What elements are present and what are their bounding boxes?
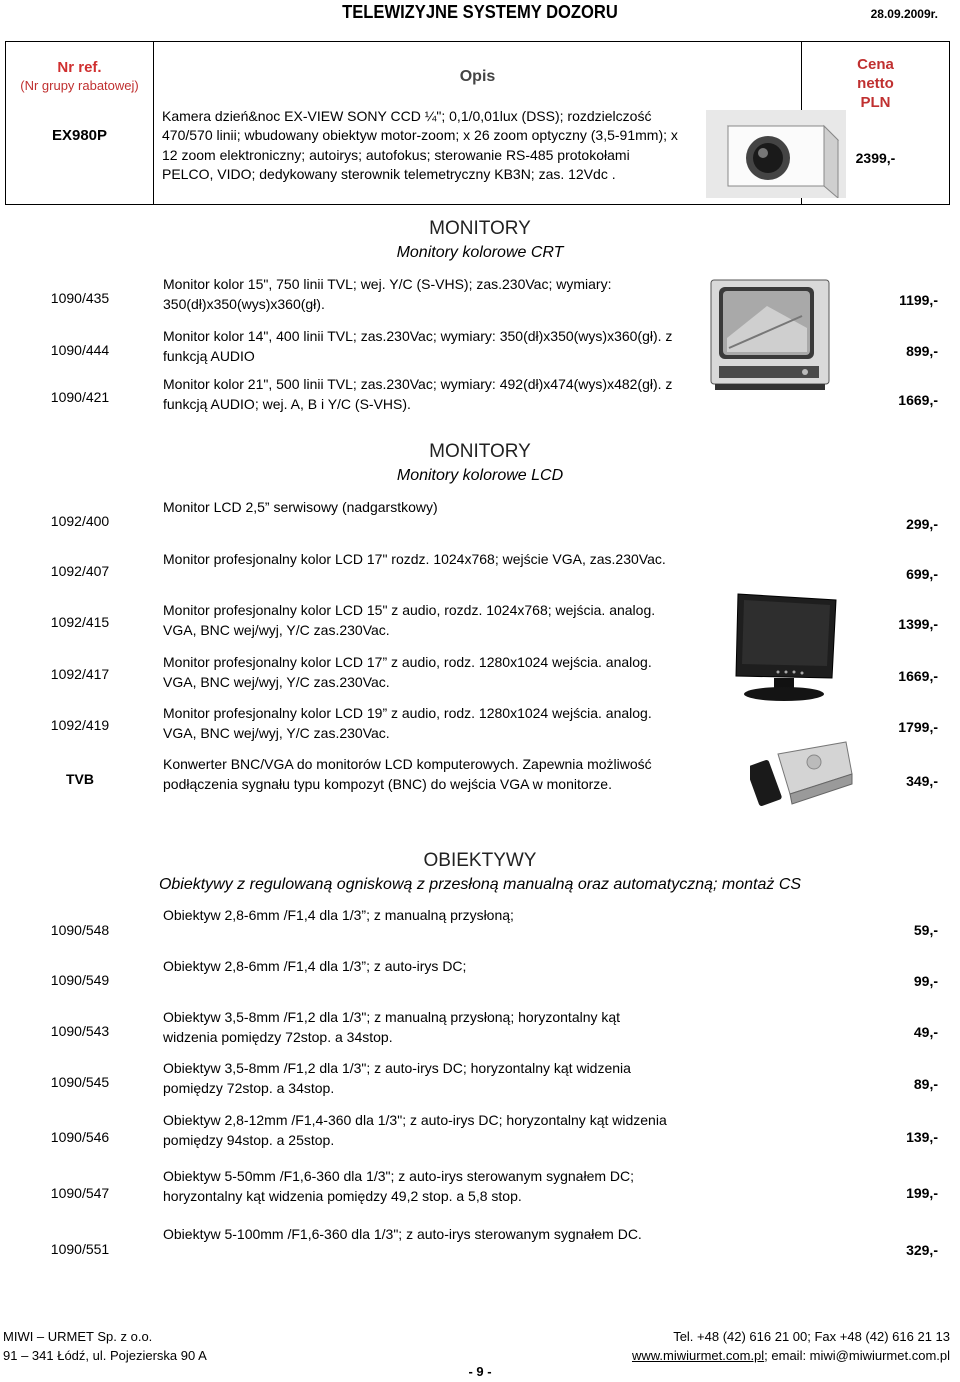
lcd-ref-1: 1092/400: [50, 513, 110, 529]
lcd-price-4: 1669,-: [898, 668, 938, 684]
lens-ref-3: 1090/543: [50, 1023, 110, 1039]
lens-section-heading: [0, 850, 960, 894]
lcd-ref-3: 1092/415: [50, 614, 110, 630]
ref-subheader: (Nr grupy rabatowej): [20, 78, 139, 93]
lcd-desc-5: Monitor profesjonalny kolor LCD 19” z audio, rodz. 1280x1024 wejścia. analog. VGA, BNC wej/wyj, Y/C zas.230Vac.: [163, 705, 652, 741]
lens-ref-1: 1090/548: [50, 922, 110, 938]
lcd-price-1: 299,-: [906, 516, 938, 532]
crt-price-2: 899,-: [906, 343, 938, 359]
lens-title: OBIEKTYWY: [423, 850, 537, 871]
lens-desc-7: Obiektyw 5-100mm /F1,6-360 dla 1/3"; z auto-irys sterowanym sygnałem DC.: [163, 1226, 642, 1242]
lcd-monitor-image: [728, 592, 848, 704]
lcd-desc-2: Monitor profesjonalny kolor LCD 17" rozdz. 1024x768; wejście VGA, zas.230Vac.: [163, 551, 666, 567]
price-header-2: netto: [857, 75, 894, 92]
lens-ref-6: 1090/547: [50, 1185, 110, 1201]
footer-contact: [632, 1348, 950, 1363]
lens-price-3: 49,-: [913, 1024, 938, 1040]
lcd-price-6: 349,-: [906, 773, 938, 789]
lcd-desc-6: Konwerter BNC/VGA do monitorów LCD komputerowych. Zapewnia możliwość podłączenia sygnału typu kompozyt (BNC) do wejścia VGA w monitorze.: [163, 756, 652, 792]
lens-subtitle: Obiektywy z regulowaną ogniskową z przesłoną manualną oraz automatyczną; montaż CS: [158, 876, 802, 893]
price-header-3: PLN: [860, 94, 891, 111]
lcd-ref-2: 1092/407: [50, 563, 110, 579]
page-title: TELEWIZYJNE SYSTEMY DOZORU: [342, 2, 618, 22]
lcd-section-heading: [0, 441, 960, 485]
crt-ref-3: 1090/421: [50, 389, 110, 405]
lcd-price-5: 1799,-: [898, 719, 938, 735]
lens-price-2: 99,-: [913, 973, 938, 989]
crt-section-heading: [0, 218, 960, 262]
page-number: - 9 -: [468, 1364, 492, 1379]
lens-ref-4: 1090/545: [50, 1074, 110, 1090]
crt-desc-3: Monitor kolor 21", 500 linii TVL; zas.230Vac; wymiary: 492(dł)x474(wys)x482(gł). z funkcją AUDIO; wej. A, B i Y/C (S-VHS).: [163, 376, 673, 412]
description-header: Opis: [459, 68, 496, 85]
lcd-subtitle: Monitory kolorowe LCD: [396, 467, 564, 484]
crt-title: MONITORY: [429, 218, 531, 239]
crt-subtitle: Monitory kolorowe CRT: [396, 244, 564, 261]
lens-ref-5: 1090/546: [50, 1129, 110, 1145]
footer-email: ; email: miwi@miwiurmet.com.pl: [764, 1348, 950, 1363]
crt-monitor-image: [707, 278, 837, 392]
camera-price: 2399,-: [855, 150, 896, 166]
footer-website-link[interactable]: www.miwiurmet.com.pl: [631, 1348, 765, 1363]
crt-desc-1: Monitor kolor 15", 750 linii TVL; wej. Y/C (S-VHS); zas.230Vac; wymiary: 350(dł)x350(wys)x360(gł).: [163, 276, 612, 312]
lcd-ref-6: TVB: [66, 771, 94, 787]
crt-ref-1: 1090/435: [50, 290, 110, 306]
lcd-ref-5: 1092/419: [50, 717, 110, 733]
footer-phone: Tel. +48 (42) 616 21 00; Fax +48 (42) 616 21 13: [673, 1329, 950, 1344]
lcd-price-3: 1399,-: [898, 616, 938, 632]
converter-image: [750, 740, 855, 810]
camera-description: Kamera dzień&noc EX-VIEW SONY CCD ¼"; 0,1/0,01lux (DSS); rozdzielczość 470/570 linii; wbudowany obiektyw motor-zoom; x 26 zoom optyczny (3,5-91mm); x 12 zoom elektroniczny; autoirys; autofokus; sterowanie RS-485 protokołami PELCO, VIDO; dedykowany sterownik telemetryczny KB3N; zas. 12Vdc .: [162, 108, 678, 183]
lens-price-5: 139,-: [906, 1129, 938, 1145]
lens-desc-3: Obiektyw 3,5-8mm /F1,2 dla 1/3"; z manualną przysłoną; horyzontalny kąt widzenia pomiędzy 72stop. a 34stop.: [163, 1009, 621, 1045]
lens-price-1: 59,-: [913, 922, 938, 938]
lcd-desc-3: Monitor profesjonalny kolor LCD 15" z audio, rozdz. 1024x768; wejścia. analog. VGA, BNC wej/wyj, Y/C zas.230Vac.: [163, 602, 656, 638]
footer-company: MIWI – URMET Sp. z o.o.: [3, 1329, 153, 1344]
price-header-1: Cena: [857, 56, 894, 73]
ref-header: Nr ref.: [57, 59, 102, 76]
product-table: [5, 41, 950, 205]
lens-price-6: 199,-: [906, 1185, 938, 1201]
page-date: 28.09.2009r.: [870, 7, 938, 21]
lens-desc-5: Obiektyw 2,8-12mm /F1,4-360 dla 1/3"; z auto-irys DC; horyzontalny kąt widzenia pomiędzy 94stop. a 25stop.: [163, 1112, 667, 1148]
description-column: [154, 42, 802, 204]
lcd-desc-1: Monitor LCD 2,5” serwisowy (nadgarstkowy): [163, 499, 438, 515]
crt-price-1: 1199,-: [899, 292, 938, 308]
crt-desc-2: Monitor kolor 14", 400 linii TVL; zas.230Vac; wymiary: 350(dł)x350(wys)x360(gł). z funkcją AUDIO: [163, 328, 673, 364]
lens-desc-1: Obiektyw 2,8-6mm /F1,4 dla 1/3”; z manualną przysłoną;: [163, 907, 514, 923]
footer-address: 91 – 341 Łódź, ul. Pojezierska 90 A: [3, 1348, 207, 1363]
lens-ref-2: 1090/549: [50, 972, 110, 988]
lens-ref-7: 1090/551: [50, 1241, 110, 1257]
lens-desc-2: Obiektyw 2,8-6mm /F1,4 dla 1/3”; z auto-irys DC;: [163, 958, 467, 974]
lens-price-7: 329,-: [906, 1242, 938, 1258]
crt-price-3: 1669,-: [898, 392, 938, 408]
crt-ref-2: 1090/444: [50, 342, 110, 358]
lcd-desc-4: Monitor profesjonalny kolor LCD 17” z audio, rodz. 1280x1024 wejścia. analog. VGA, BNC wej/wyj, Y/C zas.230Vac.: [163, 654, 652, 690]
lcd-price-2: 699,-: [906, 566, 938, 582]
lcd-ref-4: 1092/417: [50, 666, 110, 682]
lens-desc-4: Obiektyw 3,5-8mm /F1,2 dla 1/3"; z auto-irys DC; horyzontalny kąt widzenia pomiędzy 72stop. a 34stop.: [163, 1060, 631, 1096]
lcd-title: MONITORY: [429, 441, 531, 462]
ref-column: [6, 42, 154, 204]
lens-price-4: 89,-: [913, 1076, 938, 1092]
camera-image: [706, 110, 846, 198]
lens-desc-6: Obiektyw 5-50mm /F1,6-360 dla 1/3"; z auto-irys sterowanym sygnałem DC; horyzontalny kąt widzenia pomiędzy 49,2 stop. a 5,8 stop.: [163, 1168, 635, 1204]
camera-ref: EX980P: [51, 127, 108, 144]
